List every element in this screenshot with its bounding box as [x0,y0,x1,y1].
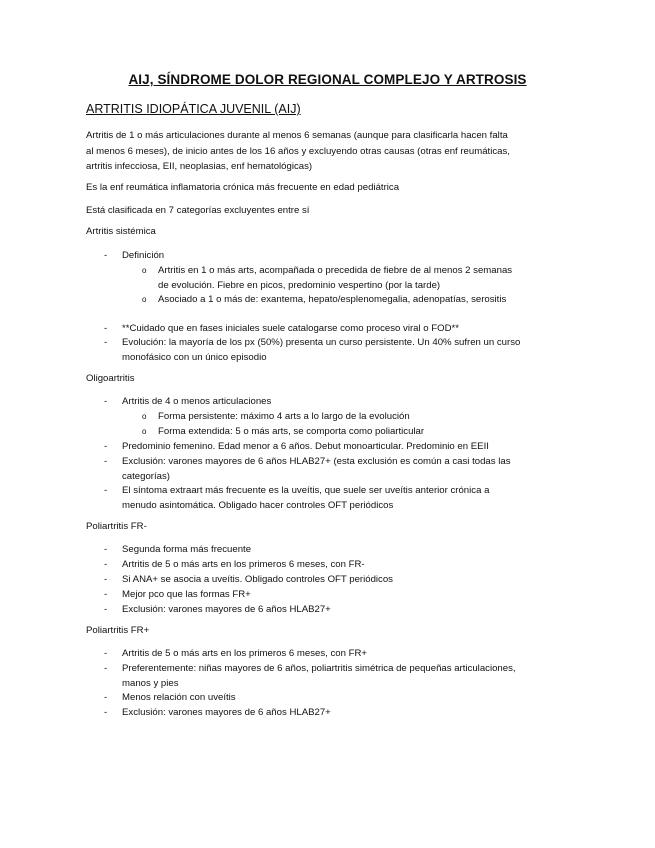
circle-bullet: o [142,427,147,436]
intro-paragraph-3: Está clasificada en 7 categorías excluyentes entre sí [86,205,310,216]
section-title-aij: ARTRITIS IDIOPÁTICA JUVENIL (AIJ) [86,102,301,116]
list-item: Artritis de 5 o más arts en los primeros 6 meses, con FR- [122,559,365,570]
dash-bullet: - [104,396,108,407]
list-subitem: Artritis en 1 o más arts, acompañada o precedida de fiebre de al menos 2 semanas de evolución. Fiebre en picos, predominio vespertino (por la tarde) [158,265,513,291]
circle-bullet: o [142,412,147,421]
list-subitem: Forma extendida: 5 o más arts, se comporta como poliarticular [158,426,425,437]
heading-oligoartritis: Oligoartritis [86,373,135,384]
dash-bullet: - [104,456,108,467]
list-item: Predominio femenino. Edad menor a 6 años. Debut monoarticular. Predominio en EEII [122,441,489,452]
dash-bullet: - [104,589,108,600]
list-subitem: Forma persistente: máximo 4 arts a lo largo de la evolución [158,411,410,422]
list-subitem: Asociado a 1 o más de: exantema, hepato/esplenomegalia, adenopatías, serositis [158,294,507,305]
list-item: Mejor pco que las formas FR+ [122,589,251,600]
list-item: **Cuidado que en fases iniciales suele catalogarse como proceso viral o FOD** [122,323,460,334]
list-item: Artritis de 4 o menos articulaciones [122,396,272,407]
heading-artritis-sistemica: Artritis sistémica [86,226,156,237]
list-item: Segunda forma más frecuente [122,544,252,555]
list-item: Exclusión: varones mayores de 6 años HLAB27+ [122,604,331,615]
list-item: Exclusión: varones mayores de 6 años HLAB27+ (esta exclusión es común a casi todas las categorías) [122,456,511,482]
list-item: Evolución: la mayoría de los px (50%) presenta un curso persistente. Un 40% sufren un curso monofásico con un único episodio [122,337,521,363]
list-item: Exclusión: varones mayores de 6 años HLAB27+ [122,707,331,718]
dash-bullet: - [104,663,108,674]
list-item: Definición [122,250,165,261]
dash-bullet: - [104,323,108,334]
intro-paragraph-1: Artritis de 1 o más articulaciones durante al menos 6 semanas (aunque para clasificarla hacen falta al menos 6 meses), de inicio antes de los 16 años y excluyendo otras causas (otras enf reumáticas, artritis infecciosa, EII, neoplasias, enf hematológicas) [86,130,510,172]
dash-bullet: - [104,707,108,718]
list-item: Menos relación con uveítis [122,692,236,703]
dash-bullet: - [104,648,108,659]
dash-bullet: - [104,574,108,585]
dash-bullet: - [104,559,108,570]
circle-bullet: o [142,266,147,275]
dash-bullet: - [104,485,108,496]
list-item: Preferentemente: niñas mayores de 6 años, poliartritis simétrica de pequeñas articulaciones, manos y pies [122,663,516,689]
heading-poliartritis-fr-neg: Poliartritis FR- [86,521,147,532]
intro-paragraph-2: Es la enf reumática inflamatoria crónica más frecuente en edad pediátrica [86,182,400,193]
dash-bullet: - [104,692,108,703]
heading-poliartritis-fr-pos: Poliartritis FR+ [86,625,150,636]
circle-bullet: o [142,295,147,304]
dash-bullet: - [104,544,108,555]
list-item: Si ANA+ se asocia a uveítis. Obligado controles OFT periódicos [122,574,393,585]
list-item: Artritis de 5 o más arts en los primeros 6 meses, con FR+ [122,648,367,659]
dash-bullet: - [104,604,108,615]
list-item: El síntoma extraart más frecuente es la uveítis, que suele ser uveítis anterior crónica a menudo asintomática. Obligado hacer controles OFT periódicos [122,485,490,511]
dash-bullet: - [104,250,108,261]
dash-bullet: - [104,441,108,452]
dash-bullet: - [104,337,108,348]
document-title: AIJ, SÍNDROME DOLOR REGIONAL COMPLEJO Y ARTROSIS [128,72,527,87]
